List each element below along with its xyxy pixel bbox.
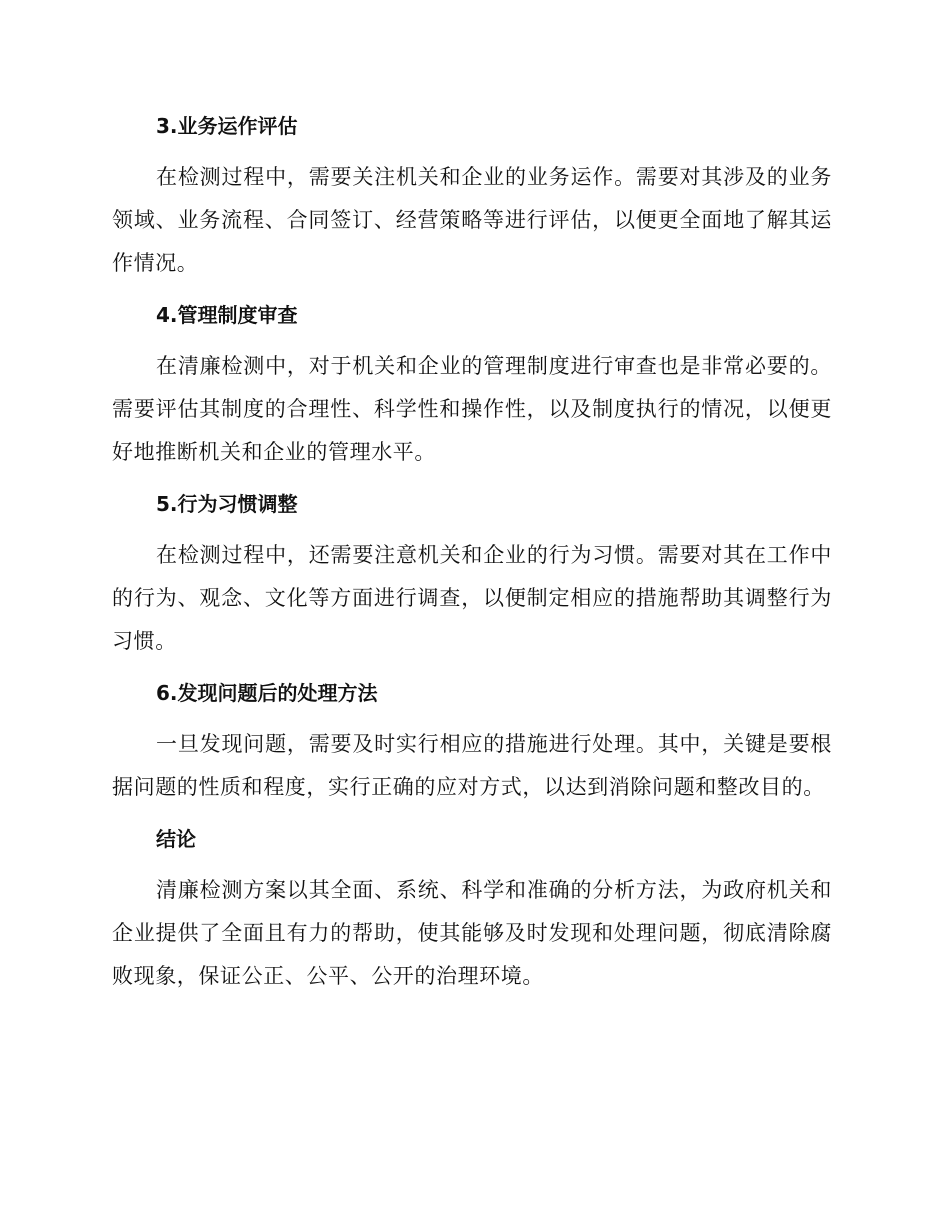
section-body-conclusion: 清廉检测方案以其全面、系统、科学和准确的分析方法，为政府机关和企业提供了全面且有力的帮助，使其能够及时发现和处理问题，彻底清除腐败现象，保证公正、公平、公开的治理环境。 <box>112 878 832 988</box>
section-body-problem-handling: 一旦发现问题，需要及时实行相应的措施进行处理。其中，关键是要根据问题的性质和程度，实行正确的应对方式，以达到消除问题和整改目的。 <box>112 732 832 799</box>
section-heading-problem-handling: 6.发现问题后的处理方法 <box>156 681 378 705</box>
section-body-management-review: 在清廉检测中，对于机关和企业的管理制度进行审查也是非常必要的。需要评估其制度的合理性、科学性和操作性，以及制度执行的情况，以便更好地推断机关和企业的管理水平。 <box>112 354 832 464</box>
section-heading-management-review: 4.管理制度审查 <box>156 303 298 327</box>
section-heading-conclusion: 结论 <box>156 827 196 851</box>
section-heading-behavior-adjustment: 5.行为习惯调整 <box>156 492 298 516</box>
section-body-business-operation: 在检测过程中，需要关注机关和企业的业务运作。需要对其涉及的业务领域、业务流程、合同签订、经营策略等进行评估，以便更全面地了解其运作情况。 <box>112 165 832 275</box>
section-heading-business-operation: 3.业务运作评估 <box>156 114 298 138</box>
document-page <box>112 108 832 1010</box>
section-body-behavior-adjustment: 在检测过程中，还需要注意机关和企业的行为习惯。需要对其在工作中的行为、观念、文化等方面进行调查，以便制定相应的措施帮助其调整行为习惯。 <box>112 543 832 653</box>
